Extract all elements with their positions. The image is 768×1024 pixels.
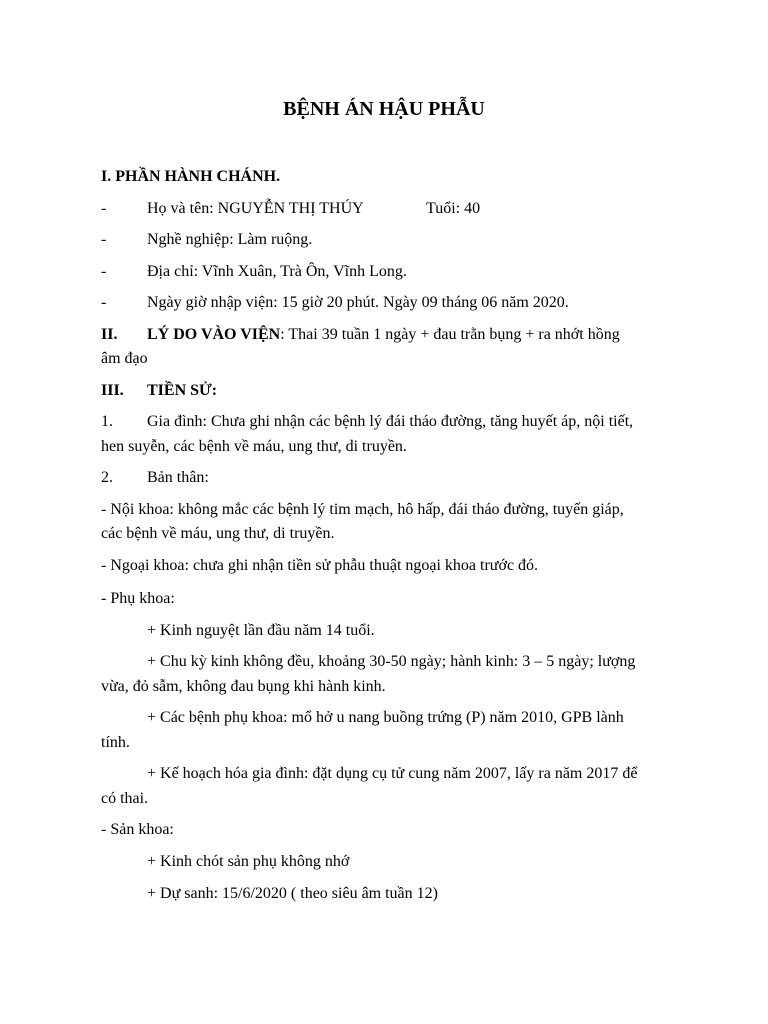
family-history: Gia đình: Chưa ghi nhận các bệnh lý đái tháo đường, tăng huyết áp, nội tiết, [147, 413, 634, 430]
internal-medicine-history-continued: các bệnh về máu, ung thư, di truyền. [101, 525, 335, 542]
internal-medicine-history: - Nội khoa: không mắc các bệnh lý tim mạch, hô hấp, đái tháo đường, tuyến giáp, [101, 501, 624, 518]
admission-reason: : Thai 39 tuần 1 ngày + đau trằn bụng + ra nhớt hồng [280, 326, 620, 343]
section-2-line-1 [147, 325, 620, 345]
gynecologic-diseases: + Các bệnh phụ khoa: mổ hở u nang buồng trứng (P) năm 2010, GPB lành [147, 709, 624, 726]
gynecology-label: - Phụ khoa: [101, 590, 175, 607]
occupation: Nghề nghiệp: Làm ruộng. [147, 231, 313, 248]
family-planning: + Kế hoạch hóa gia đình: đặt dụng cụ tử cung năm 2007, lấy ra năm 2017 để [147, 765, 638, 782]
menstrual-cycle: + Chu kỳ kinh không đều, khoảng 30-50 ngày; hành kinh: 3 – 5 ngày; lượng [147, 653, 636, 670]
family-history-continued: hen suyễn, các bệnh về máu, ung thư, di truyền. [101, 438, 407, 455]
gynecologic-diseases-continued: tính. [101, 734, 130, 751]
address: Địa chỉ: Vĩnh Xuân, Trà Ôn, Vĩnh Long. [147, 263, 407, 280]
patient-name: Họ và tên: NGUYỄN THỊ THÚY [147, 200, 364, 217]
personal-history-label: Bản thân: [147, 469, 209, 486]
surgical-history: - Ngoại khoa: chưa ghi nhận tiền sử phẫu thuật ngoại khoa trước đó. [101, 557, 539, 574]
menarche: + Kinh nguyệt lần đầu năm 14 tuổi. [147, 622, 375, 639]
menstrual-cycle-continued: vừa, đỏ sẫm, không đau bụng khi hành kinh. [101, 678, 386, 695]
section-3-number: III. [101, 382, 124, 399]
admission-reason-continued: âm đạo [101, 350, 148, 367]
list-item-bullet: - [101, 200, 107, 217]
section-3-heading: TIỀN SỬ: [147, 382, 218, 399]
section-2-number: II. [101, 326, 118, 343]
personal-history-number: 2. [101, 469, 113, 486]
patient-age: Tuổi: 40 [426, 200, 481, 217]
document-title: BỆNH ÁN HẬU PHẪU [283, 98, 485, 120]
obstetric-label: - Sản khoa: [101, 821, 174, 838]
last-menstrual-period: + Kinh chót sản phụ không nhớ [147, 853, 350, 870]
section-2-heading: LÝ DO VÀO VIỆN [147, 326, 281, 343]
family-history-number: 1. [101, 413, 113, 430]
list-item-bullet: - [101, 263, 107, 280]
list-item-bullet: - [101, 231, 107, 248]
list-item-bullet: - [101, 294, 107, 311]
section-1-heading: I. PHẦN HÀNH CHÁNH. [101, 168, 281, 185]
admission-time: Ngày giờ nhập viện: 15 giờ 20 phút. Ngày 09 tháng 06 năm 2020. [147, 294, 569, 311]
expected-delivery-date: + Dự sanh: 15/6/2020 ( theo siêu âm tuần 12) [147, 885, 438, 902]
family-planning-continued: có thai. [101, 790, 149, 807]
